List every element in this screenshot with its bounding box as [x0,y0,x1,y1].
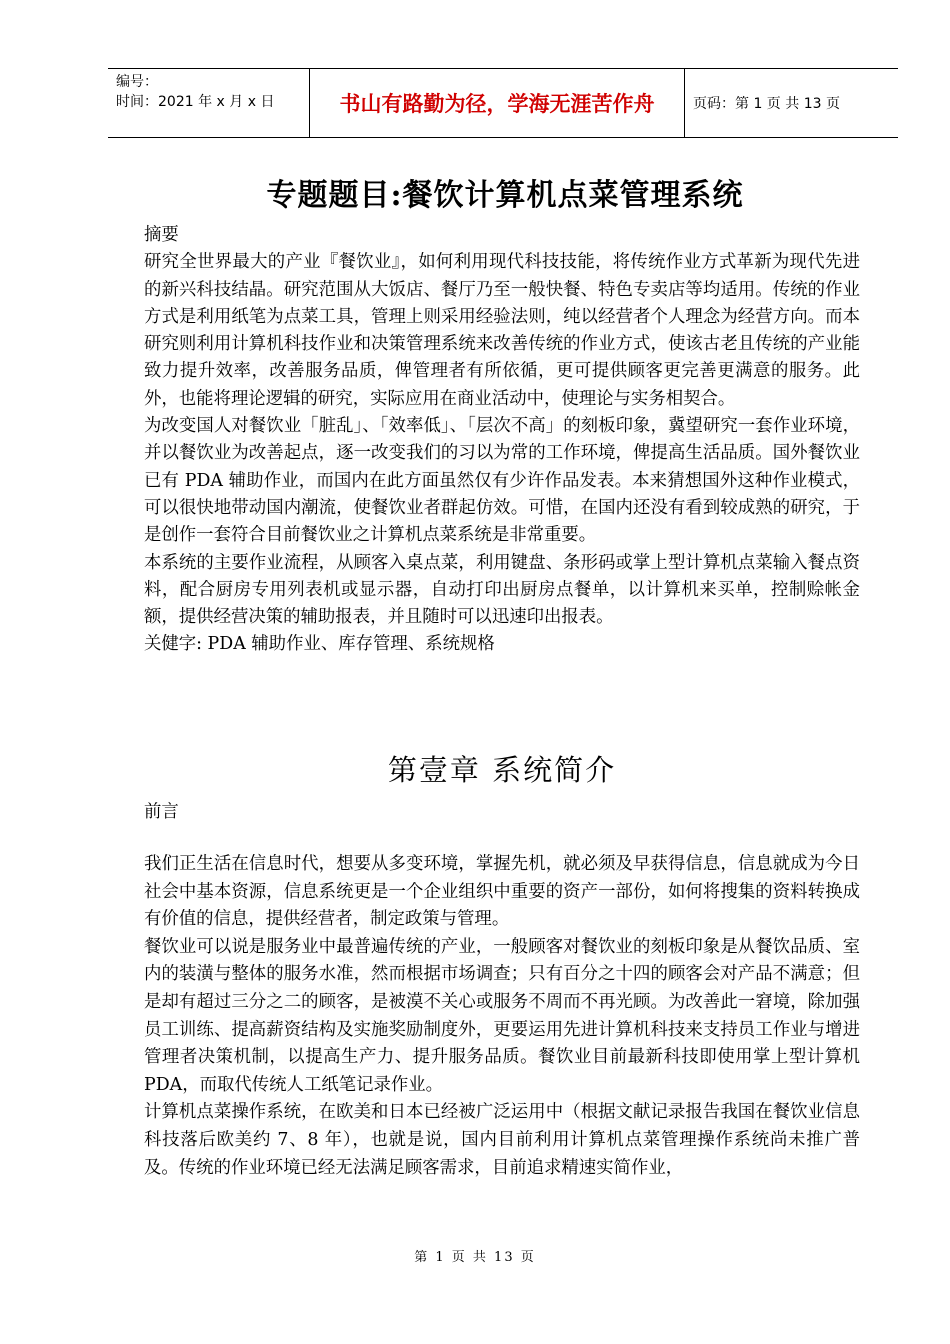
document-title: 专题题目:餐饮计算机点菜管理系统 [266,178,744,213]
abstract-heading: 摘要 [144,225,179,245]
chapter-body [144,851,860,1182]
abstract-paragraph: 本系统的主要作业流程，从顾客入桌点菜，利用键盘、条形码或掌上型计算机点菜输入餐点资料，配合厨房专用列表机或显示器，自动打印出厨房点餐单，以计算机来买单，控制赊帐金额，提供经营决策的辅助报表，并且随时可以迅速印出报表。 [144,552,860,628]
header-table [108,68,898,138]
header-meta [108,69,310,137]
header-page-info: 页码：第 1 页 共 13 页 [693,96,840,112]
chapter-paragraph: 计算机点菜操作系统，在欧美和日本已经被广泛运用中（根据文献记录报告我国在餐饮业信息科技落后欧美约 7、8 年），也就是说，国内目前利用计算机点菜管理操作系统尚未推广普及。传统的作业环境已经无法满足顾客需求，目前追求精速实简作业， [144,1102,860,1178]
abstract-paragraph: 为改变国人对餐饮业「脏乱」、「效率低」、「层次不高」的刻板印象，冀望研究一套作业环境，并以餐饮业为改善起点，逐一改变我们的习以为常的工作环境，俾提高生活品质。国外餐饮业已有 PDA 辅助作业，而国内在此方面虽然仅有少许作品发表。本来猜想国外这种作业模式，可以很快地带动国内潮流，使餐饮业者群起仿效。可惜，在国内还没有看到较成熟的研究，于是创作一套符合目前餐饮业之计算机点菜系统是非常重要。 [144,416,860,546]
header-motto: 书山有路勤为径，学海无涯苦作舟 [310,69,685,137]
page-footer: 第 1 页 共 13 页 [414,1250,536,1265]
keywords: 关健字: PDA 辅助作业、库存管理、系统规格 [144,634,495,655]
preface-heading: 前言 [144,802,179,822]
chapter-title: 第壹章 系统简介 [387,753,617,787]
document-number: 编号： [116,74,158,90]
abstract-paragraph: 研究全世界最大的产业『餐饮业』，如何利用现代科技技能，将传统作业方式革新为现代先进的新兴科技结晶。研究范围从大饭店、餐厅乃至一般快餐、特色专卖店等均适用。传统的作业方式是利用纸笔为点菜工具，管理上则采用经验法则，纯以经营者个人理念为经营方向。而本研究则利用计算机科技作业和决策管理系统来改善传统的作业方式，使该古老且传统的产业能致力提升效率，改善服务品质，俾管理者有所依循，更可提供顾客更完善更满意的服务。此外，也能将理论逻辑的研究，实际应用在商业活动中，使理论与实务相契合。 [144,252,860,409]
chapter-paragraph: 我们正生活在信息时代，想要从多变环境，掌握先机，就必须及早获得信息，信息就成为今日社会中基本资源，信息系统更是一个企业组织中重要的资产一部份，如何将搜集的资料转换成有价值的信息，提供经营者，制定政策与管理。 [144,854,860,930]
chapter-paragraph: 餐饮业可以说是服务业中最普遍传统的产业，一般顾客对餐饮业的刻板印象是从餐饮品质、室内的装潢与整体的服务水准，然而根据市场调查；只有百分之十四的顾客会对产品不满意；但是却有超过三分之二的顾客，是被漠不关心或服务不周而不再光顾。为改善此一窘境，除加强员工训练、提高薪资结构及实施奖励制度外，更要运用先进计算机科技来支持员工作业与增进管理者决策机制，以提高生产力、提升服务品质。餐饮业目前最新科技即使用掌上型计算机 PDA，而取代传统人工纸笔记录作业。 [144,936,860,1095]
document-time: 时间：2021 年 x 月 x 日 [116,94,275,110]
abstract-section [144,222,860,659]
